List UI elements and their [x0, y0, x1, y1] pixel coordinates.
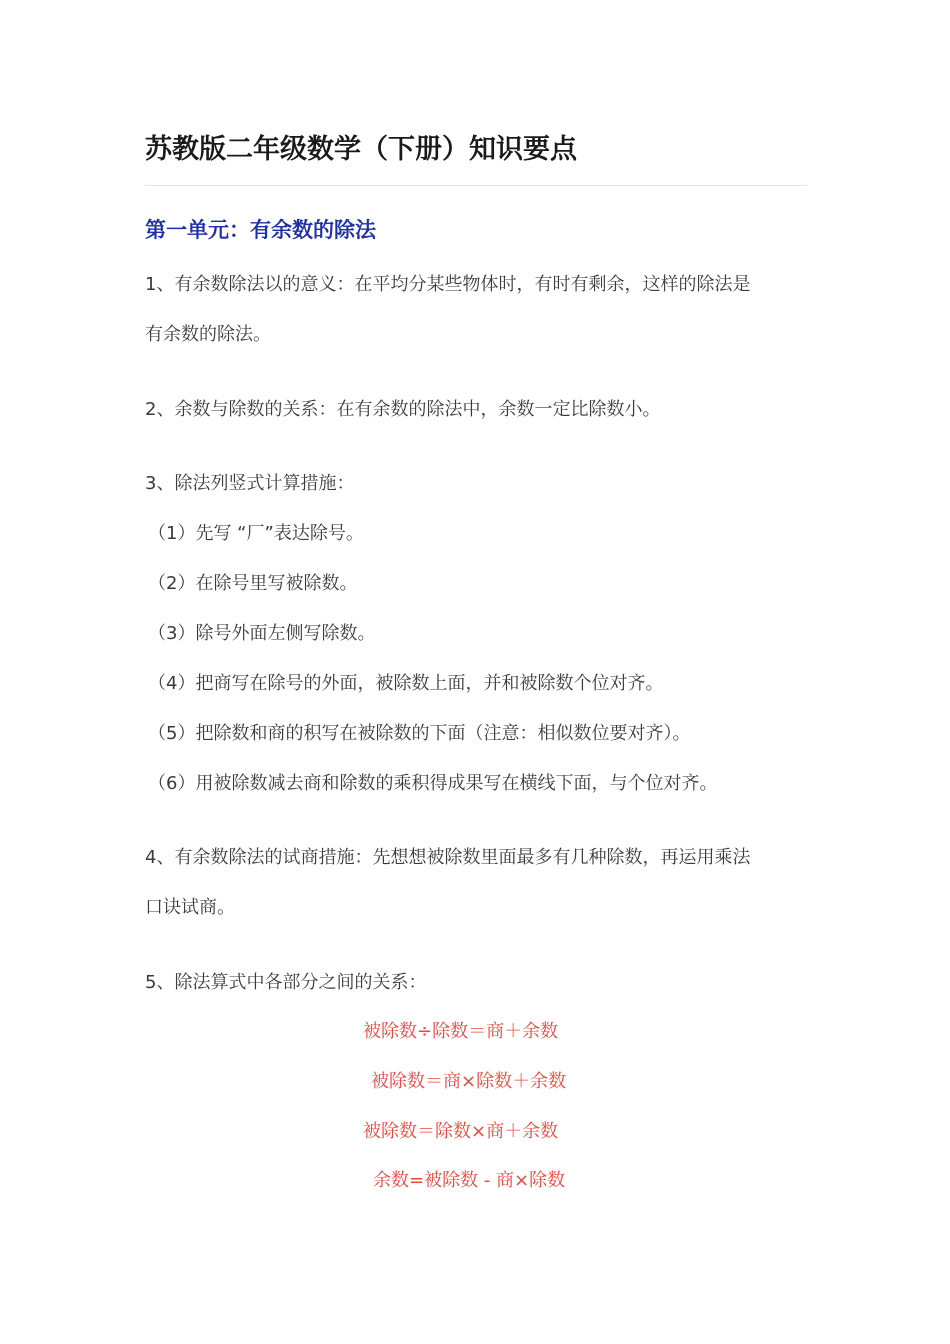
formula-line: 被除数＝除数×商＋余数 — [363, 1121, 559, 1142]
step-item: （3）除号外面左侧写除数。 — [148, 623, 376, 644]
step-item: （1）先写 “厂”表达除号。 — [148, 523, 364, 544]
paragraph-1-line-2: 有余数的除法。 — [145, 324, 271, 345]
step-item: （2）在除号里写被除数。 — [148, 573, 358, 594]
step-item: （4）把商写在除号的外面，被除数上面，并和被除数个位对齐。 — [148, 673, 664, 694]
section-heading: 第一单元：有余数的除法 — [145, 218, 376, 242]
document-title: 苏教版二年级数学（下册）知识要点 — [145, 134, 577, 165]
paragraph-1-line-1: 1、有余数除法以的意义：在平均分某些物体时，有时有剩余，这样的除法是 — [145, 274, 751, 295]
step-item: （5）把除数和商的积写在被除数的下面（注意：相似数位要对齐）。 — [148, 723, 691, 744]
formula-line: 被除数÷除数＝商＋余数 — [363, 1021, 559, 1042]
title-divider — [145, 185, 807, 186]
paragraph-3-heading: 3、除法列竖式计算措施： — [145, 473, 355, 494]
formula-line: 余数=被除数 - 商×除数 — [373, 1170, 566, 1191]
step-item: （6）用被除数减去商和除数的乘积得成果写在横线下面，与个位对齐。 — [148, 773, 718, 794]
paragraph-4-line-1: 4、有余数除法的试商措施：先想想被除数里面最多有几种除数，再运用乘法 — [145, 847, 751, 868]
paragraph-5-heading: 5、除法算式中各部分之间的关系： — [145, 972, 427, 993]
paragraph-4-line-2: 口诀试商。 — [145, 897, 235, 918]
paragraph-2: 2、余数与除数的关系：在有余数的除法中，余数一定比除数小。 — [145, 399, 661, 420]
formula-line: 被除数＝商×除数＋余数 — [371, 1071, 567, 1092]
